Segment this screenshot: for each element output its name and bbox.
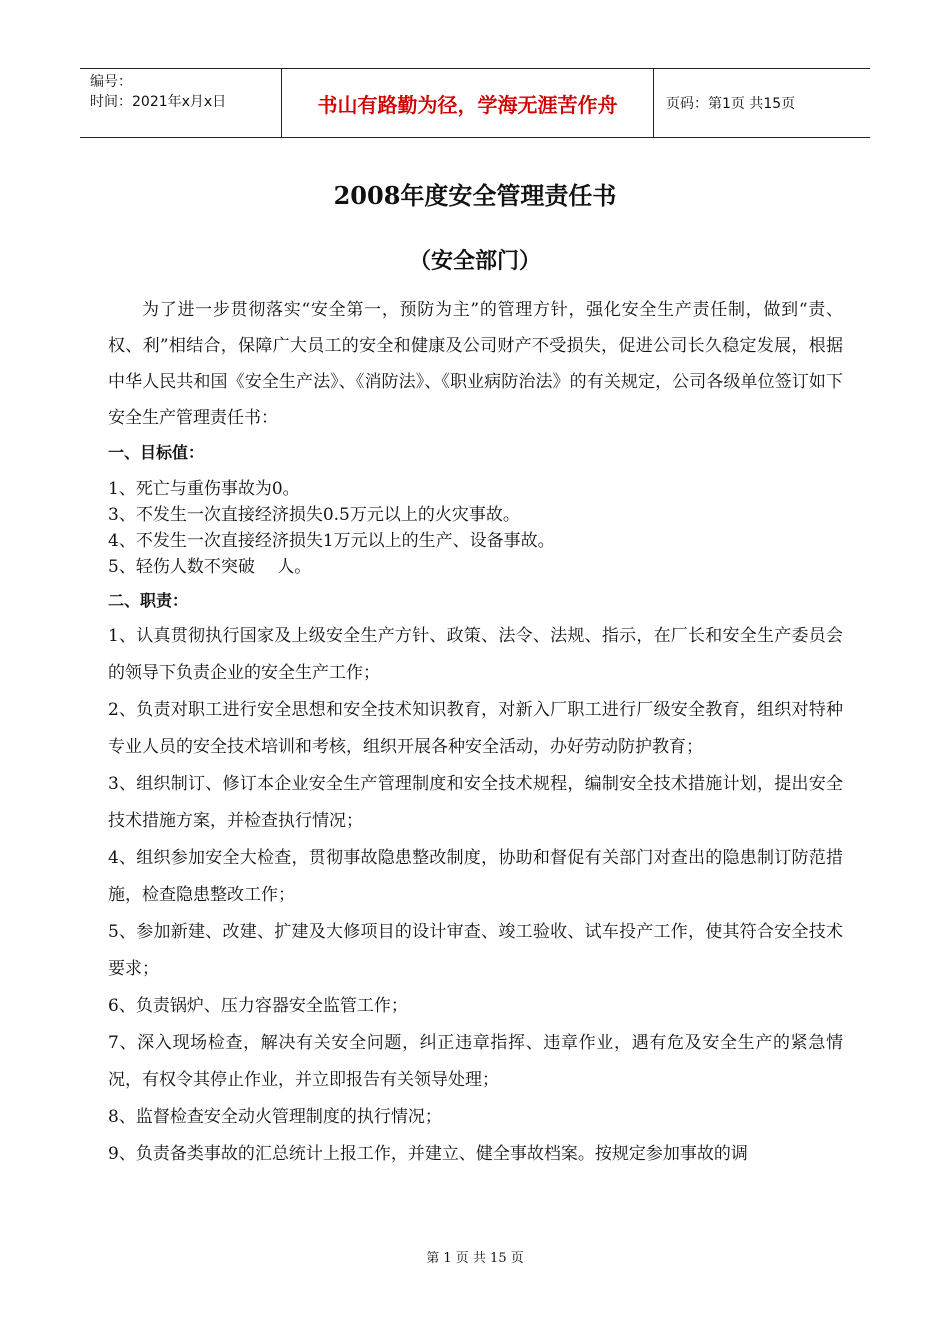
section-duties-heading: 二、职责： <box>108 591 189 610</box>
list-item: 3、组织制订、修订本企业安全生产管理制度和安全技术规程，编制安全技术措施计划，提出安全技术措施方案，并检查执行情况； <box>108 774 843 831</box>
list-item: 7、深入现场检查，解决有关安全问题，纠正违章指挥、违章作业，遇有危及安全生产的紧急情况，有权令其停止作业，并立即报告有关领导处理； <box>108 1033 843 1090</box>
header-motto: 书山有路勤为径，学海无涯苦作舟 <box>282 69 654 137</box>
list-item: 5、轻伤人数不突破 人。 <box>108 557 312 577</box>
duties-list <box>108 618 843 1173</box>
page-footer: 第 1 页 共 15 页 <box>426 1251 524 1266</box>
document-number-label: 编号： <box>90 74 132 90</box>
goals-list <box>108 476 843 580</box>
list-item: 1、认真贯彻执行国家及上级安全生产方针、政策、法令、法规、指示，在厂长和安全生产委员会的领导下负责企业的安全生产工作； <box>108 626 843 683</box>
list-item: 4、组织参加安全大检查，贯彻事故隐患整改制度，协助和督促有关部门对查出的隐患制订防范措施，检查隐患整改工作； <box>108 848 843 905</box>
list-item: 1、死亡与重伤事故为0。 <box>108 479 300 499</box>
document-subtitle: （安全部门） <box>408 249 541 274</box>
header-page-info: 页码：第1页 共15页 <box>666 96 796 112</box>
header-meta <box>80 69 282 137</box>
list-item: 3、不发生一次直接经济损失0.5万元以上的火灾事故。 <box>108 505 520 525</box>
list-item: 4、不发生一次直接经济损失1万元以上的生产、设备事故。 <box>108 531 555 551</box>
document-header <box>80 68 870 138</box>
document-title: 2008年度安全管理责任书 <box>333 181 617 210</box>
list-item: 6、负责锅炉、压力容器安全监管工作； <box>108 996 408 1016</box>
intro-paragraph: 为了进一步贯彻落实“安全第一，预防为主”的管理方针，强化安全生产责任制，做到“责、权、利”相结合，保障广大员工的安全和健康及公司财产不受损失，促进公司长久稳定发展，根据中华人民共和国《安全生产法》、《消防法》、《职业病防治法》的有关规定，公司各级单位签订如下安全生产管理责任书： <box>108 300 843 428</box>
list-item: 2、负责对职工进行安全思想和安全技术知识教育，对新入厂职工进行厂级安全教育，组织对特种专业人员的安全技术培训和考核，组织开展各种安全活动，办好劳动防护教育； <box>108 700 843 757</box>
document-body <box>108 292 843 1173</box>
document-date: 时间：2021年x月x日 <box>90 94 227 110</box>
list-item: 8、监督检查安全动火管理制度的执行情况； <box>108 1107 442 1127</box>
list-item: 9、负责备类事故的汇总统计上报工作，并建立、健全事故档案。按规定参加事故的调 <box>108 1144 748 1164</box>
section-goals-heading: 一、目标值： <box>108 443 205 462</box>
list-item: 5、参加新建、改建、扩建及大修项目的设计审查、竣工验收、试车投产工作，使其符合安全技术要求； <box>108 922 843 979</box>
